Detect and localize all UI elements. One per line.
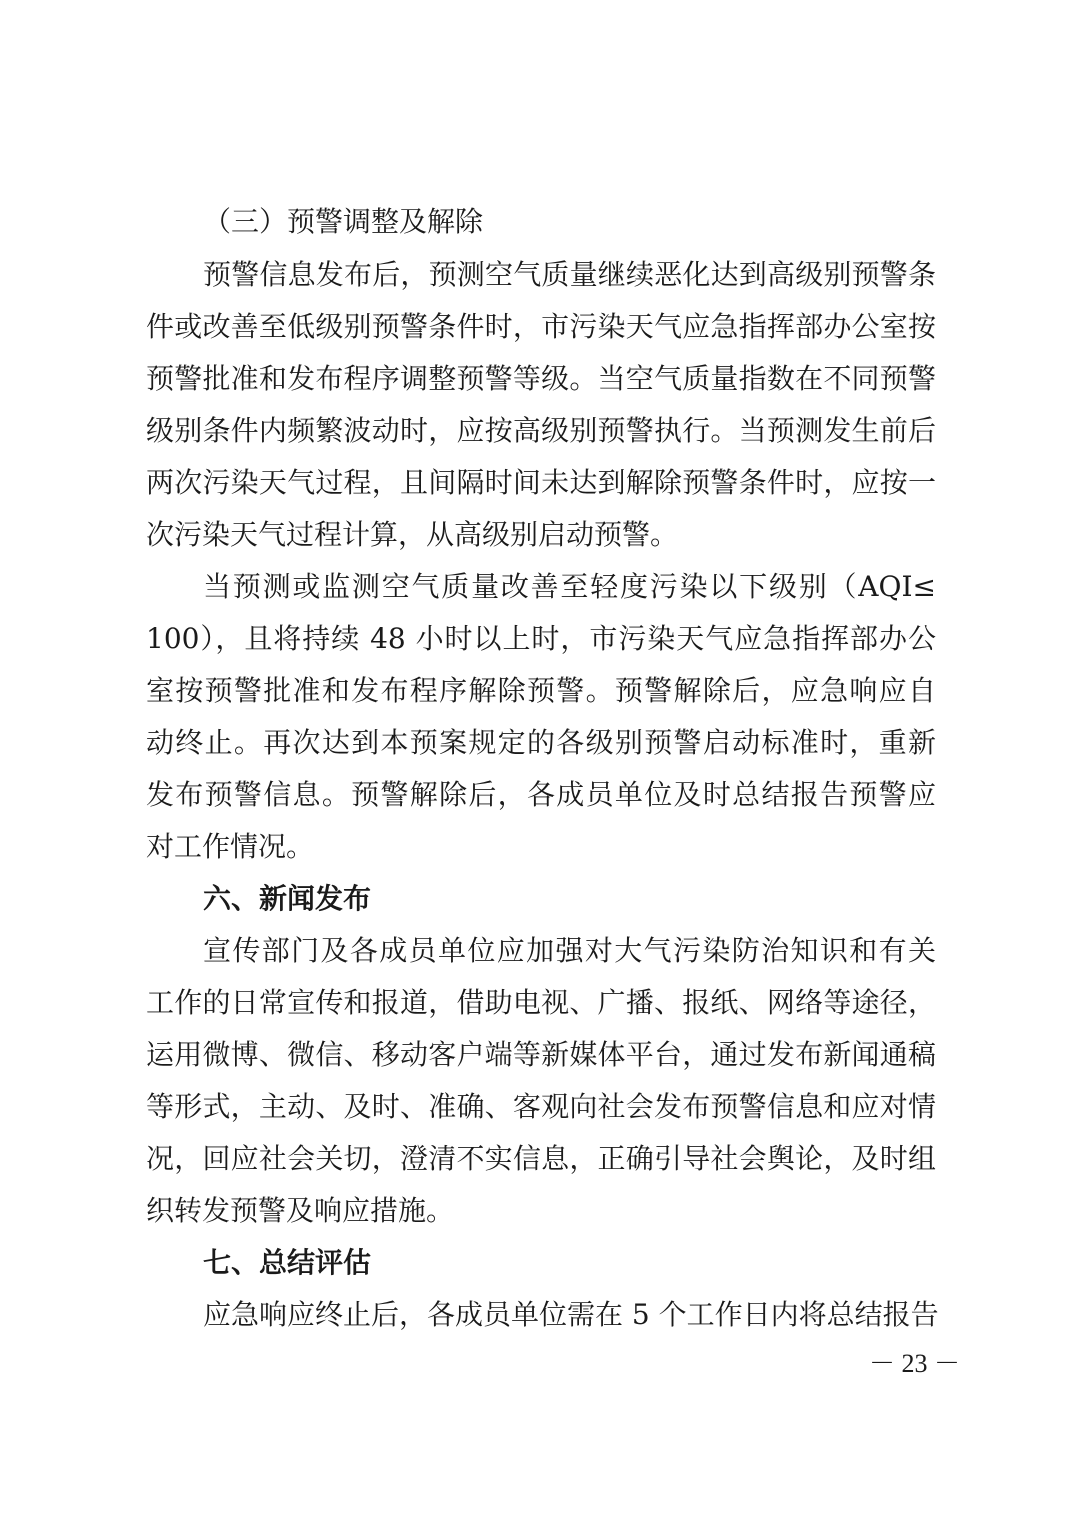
paragraph-line: 件或改善至低级别预警条件时，市污染天气应急指挥部办公室按: [146, 310, 936, 343]
paragraph-line: 应急响应终止后，各成员单位需在 5 个工作日内将总结报告: [203, 1298, 939, 1331]
section-six-heading: 六、新闻发布: [203, 882, 372, 915]
paragraph-line: 预警批准和发布程序调整预警等级。当空气质量指数在不同预警: [146, 362, 936, 395]
paragraph-line: 预警信息发布后，预测空气质量继续恶化达到高级别预警条: [203, 258, 936, 291]
paragraph-line: 两次污染天气过程，且间隔时间未达到解除预警条件时，应按一: [146, 466, 936, 499]
paragraph-line: 织转发预警及响应措施。: [146, 1194, 455, 1227]
paragraph-line: 工作的日常宣传和报道，借助电视、广播、报纸、网络等途径，: [146, 986, 936, 1019]
paragraph-line: 况，回应社会关切，澄清不实信息，正确引导社会舆论，及时组: [146, 1142, 936, 1175]
paragraph-line: 对工作情况。: [146, 830, 315, 863]
paragraph-line: 当预测或监测空气质量改善至轻度污染以下级别（AQI≤: [203, 570, 936, 603]
page-number: － 23 －: [868, 1349, 960, 1378]
paragraph-line: 级别条件内频繁波动时，应按高级别预警执行。当预测发生前后: [146, 414, 936, 447]
paragraph-line: 100），且将持续 48 小时以上时，市污染天气应急指挥部办公: [146, 622, 936, 655]
paragraph-line: 发布预警信息。预警解除后，各成员单位及时总结报告预警应: [146, 778, 936, 811]
paragraph-line: 等形式，主动、及时、准确、客观向社会发布预警信息和应对情: [146, 1090, 936, 1123]
section-seven-heading: 七、总结评估: [203, 1246, 372, 1279]
section-three-heading: （三）预警调整及解除: [203, 205, 484, 238]
paragraph-line: 宣传部门及各成员单位应加强对大气污染防治知识和有关: [203, 934, 936, 967]
paragraph-line: 运用微博、微信、移动客户端等新媒体平台，通过发布新闻通稿: [146, 1038, 936, 1071]
paragraph-line: 次污染天气过程计算，从高级别启动预警。: [146, 518, 679, 551]
paragraph-line: 室按预警批准和发布程序解除预警。预警解除后，应急响应自: [146, 674, 936, 707]
paragraph-line: 动终止。再次达到本预案规定的各级别预警启动标准时，重新: [146, 726, 936, 759]
